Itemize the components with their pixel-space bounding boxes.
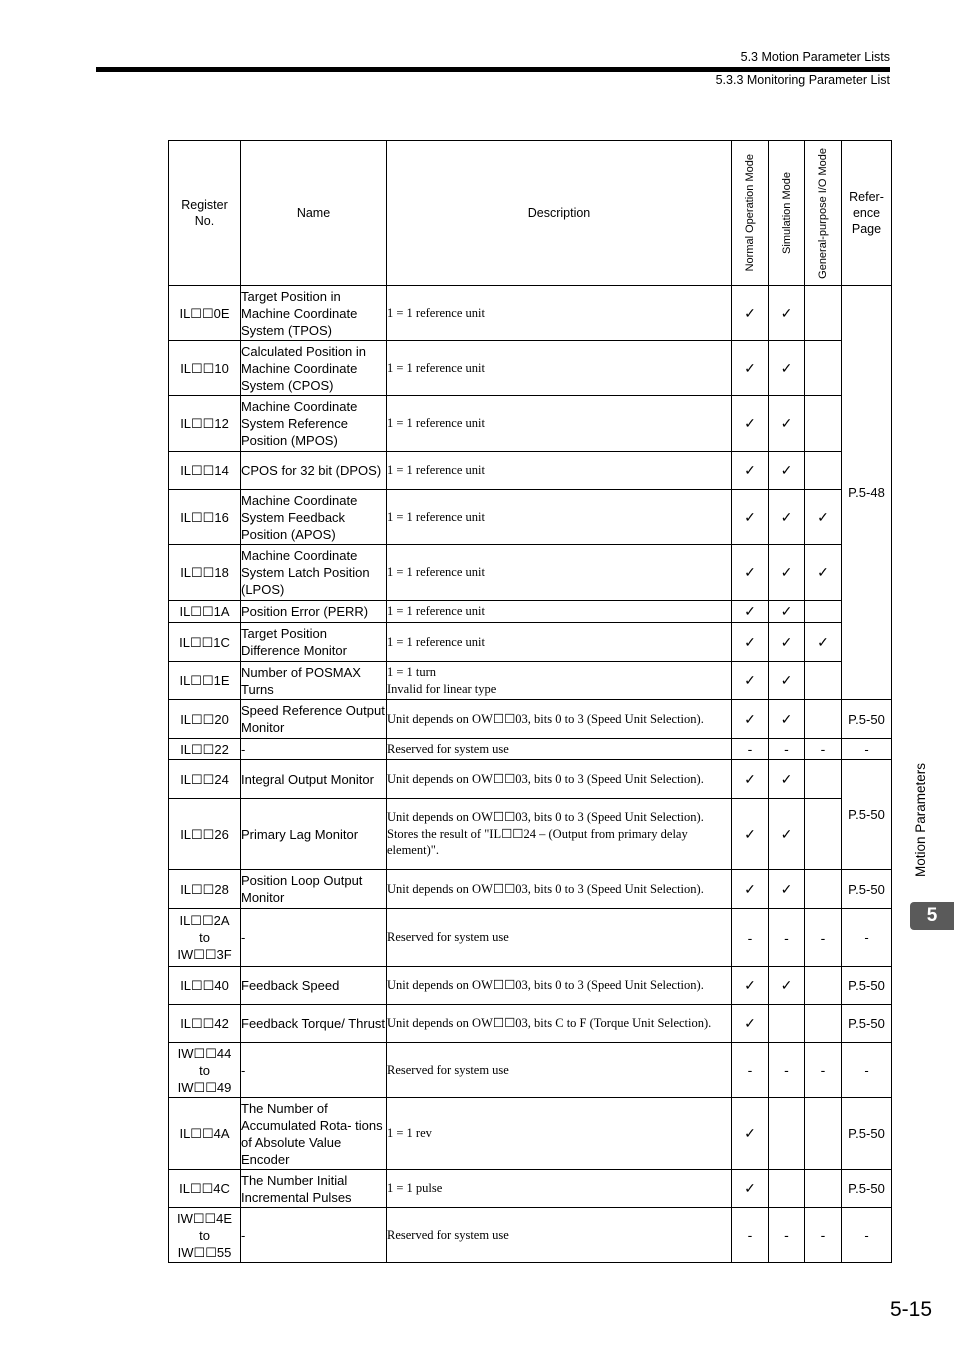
simulation-mode-cell: ✓ <box>769 396 805 452</box>
reference-page-cell: P.5-50 <box>842 1005 892 1043</box>
simulation-mode-cell: ✓ <box>769 799 805 870</box>
simulation-mode-cell: - <box>769 1208 805 1263</box>
register-no-cell: IL☐☐1C <box>169 623 241 662</box>
register-no-cell: IL☐☐24 <box>169 760 241 799</box>
name-cell: Primary Lag Monitor <box>241 799 387 870</box>
simulation-mode-cell: ✓ <box>769 662 805 700</box>
simulation-mode-cell: ✓ <box>769 870 805 909</box>
name-cell: Number of POSMAX Turns <box>241 662 387 700</box>
description-cell: 1 = 1 reference unit <box>387 452 732 490</box>
gpio-mode-cell <box>805 870 842 909</box>
normal-mode-cell: - <box>732 739 769 760</box>
reference-page-cell: P.5-50 <box>842 1170 892 1208</box>
normal-mode-cell: ✓ <box>732 1170 769 1208</box>
gpio-mode-cell: - <box>805 1043 842 1098</box>
normal-mode-cell: ✓ <box>732 286 769 341</box>
description-cell: 1 = 1 pulse <box>387 1170 732 1208</box>
table-row <box>169 452 892 490</box>
normal-mode-cell: ✓ <box>732 545 769 601</box>
normal-mode-cell: - <box>732 1043 769 1098</box>
table-row <box>169 1043 892 1098</box>
simulation-mode-cell <box>769 1170 805 1208</box>
col-header-simulation-mode: Simulation Mode <box>769 141 805 286</box>
reference-page-cell: P.5-50 <box>842 1098 892 1170</box>
col-header-reference-page: Refer- ence Page <box>842 141 892 286</box>
normal-mode-cell: ✓ <box>732 452 769 490</box>
name-cell: The Number of Accumulated Rota- tions of Absolute Value Encoder <box>241 1098 387 1170</box>
register-no-cell: IL☐☐12 <box>169 396 241 452</box>
table-row <box>169 490 892 545</box>
simulation-mode-cell: ✓ <box>769 700 805 739</box>
register-no-cell: IL☐☐0E <box>169 286 241 341</box>
name-cell: Target Position Difference Monitor <box>241 623 387 662</box>
table-row <box>169 1170 892 1208</box>
table-row <box>169 967 892 1005</box>
normal-mode-cell: ✓ <box>732 341 769 396</box>
description-cell: 1 = 1 reference unit <box>387 601 732 623</box>
gpio-mode-cell <box>805 799 842 870</box>
simulation-mode-cell: ✓ <box>769 286 805 341</box>
col-header-register: Register No. <box>169 141 241 286</box>
table-row <box>169 341 892 396</box>
name-cell: Machine Coordinate System Feedback Position (APOS) <box>241 490 387 545</box>
gpio-mode-cell: ✓ <box>805 490 842 545</box>
register-no-cell: IL☐☐2A to IW☐☐3F <box>169 909 241 967</box>
name-cell: Machine Coordinate System Reference Position (MPOS) <box>241 396 387 452</box>
register-no-cell: IL☐☐26 <box>169 799 241 870</box>
col-header-normal-mode: Normal Operation Mode <box>732 141 769 286</box>
description-cell: 1 = 1 rev <box>387 1098 732 1170</box>
gpio-mode-cell <box>805 1170 842 1208</box>
description-cell: Unit depends on OW☐☐03, bits C to F (Torque Unit Selection). <box>387 1005 732 1043</box>
gpio-mode-cell <box>805 760 842 799</box>
normal-mode-cell: ✓ <box>732 623 769 662</box>
table-row <box>169 739 892 760</box>
description-cell: Unit depends on OW☐☐03, bits 0 to 3 (Speed Unit Selection). <box>387 967 732 1005</box>
normal-mode-cell: - <box>732 909 769 967</box>
gpio-mode-cell <box>805 1005 842 1043</box>
name-cell: Feedback Torque/ Thrust <box>241 1005 387 1043</box>
page-number: 5-15 <box>889 1298 932 1321</box>
normal-mode-cell: ✓ <box>732 662 769 700</box>
description-cell: 1 = 1 reference unit <box>387 341 732 396</box>
name-cell: Integral Output Monitor <box>241 760 387 799</box>
gpio-mode-cell <box>805 700 842 739</box>
register-no-cell: IL☐☐1E <box>169 662 241 700</box>
table-row <box>169 623 892 662</box>
description-cell: 1 = 1 reference unit <box>387 396 732 452</box>
description-cell: Reserved for system use <box>387 909 732 967</box>
normal-mode-cell: ✓ <box>732 1098 769 1170</box>
simulation-mode-cell: - <box>769 1043 805 1098</box>
gpio-mode-cell <box>805 967 842 1005</box>
register-no-cell: IL☐☐42 <box>169 1005 241 1043</box>
gpio-mode-cell: ✓ <box>805 623 842 662</box>
normal-mode-cell: - <box>732 1208 769 1263</box>
register-no-cell: IW☐☐44 to IW☐☐49 <box>169 1043 241 1098</box>
simulation-mode-cell: - <box>769 909 805 967</box>
table-row <box>169 760 892 799</box>
normal-mode-cell: ✓ <box>732 799 769 870</box>
register-no-cell: IL☐☐16 <box>169 490 241 545</box>
name-cell: - <box>241 1043 387 1098</box>
normal-mode-cell: ✓ <box>732 760 769 799</box>
simulation-mode-cell: ✓ <box>769 490 805 545</box>
gpio-mode-cell: - <box>805 909 842 967</box>
description-cell: Reserved for system use <box>387 1043 732 1098</box>
description-cell: Unit depends on OW☐☐03, bits 0 to 3 (Speed Unit Selection). Stores the result of "IL☐☐24 – (Output from primary delay element)". <box>387 799 732 870</box>
col-header-gpio-mode: General-purpose I/O Mode <box>805 141 842 286</box>
description-cell: 1 = 1 reference unit <box>387 286 732 341</box>
table-row <box>169 1005 892 1043</box>
table-row <box>169 700 892 739</box>
col-header-name: Name <box>241 141 387 286</box>
section-header: 5.3 Motion Parameter Lists <box>740 50 890 64</box>
register-no-cell: IL☐☐22 <box>169 739 241 760</box>
simulation-mode-cell: ✓ <box>769 341 805 396</box>
description-cell: 1 = 1 reference unit <box>387 490 732 545</box>
chapter-tab: 5 <box>910 902 954 930</box>
simulation-mode-cell: ✓ <box>769 760 805 799</box>
reference-page-cell: P.5-50 <box>842 760 892 870</box>
table-row <box>169 601 892 623</box>
table-row <box>169 662 892 700</box>
description-cell: Unit depends on OW☐☐03, bits 0 to 3 (Speed Unit Selection). <box>387 870 732 909</box>
table-row <box>169 396 892 452</box>
normal-mode-cell: ✓ <box>732 490 769 545</box>
monitoring-parameter-table <box>168 140 892 1263</box>
reference-page-cell: P.5-50 <box>842 870 892 909</box>
register-no-cell: IL☐☐4A <box>169 1098 241 1170</box>
name-cell: Position Loop Output Monitor <box>241 870 387 909</box>
normal-mode-cell: ✓ <box>732 396 769 452</box>
description-cell: 1 = 1 reference unit <box>387 623 732 662</box>
gpio-mode-cell <box>805 341 842 396</box>
register-no-cell: IL☐☐40 <box>169 967 241 1005</box>
table-row <box>169 799 892 870</box>
register-no-cell: IL☐☐1A <box>169 601 241 623</box>
name-cell: Target Position in Machine Coordinate System (TPOS) <box>241 286 387 341</box>
table-row <box>169 870 892 909</box>
table-row <box>169 1208 892 1263</box>
reference-page-cell: - <box>842 1043 892 1098</box>
name-cell: - <box>241 909 387 967</box>
gpio-mode-cell <box>805 396 842 452</box>
name-cell: - <box>241 1208 387 1263</box>
gpio-mode-cell: ✓ <box>805 545 842 601</box>
col-header-description: Description <box>387 141 732 286</box>
subsection-header: 5.3.3 Monitoring Parameter List <box>715 73 890 87</box>
description-cell: Unit depends on OW☐☐03, bits 0 to 3 (Speed Unit Selection). <box>387 760 732 799</box>
simulation-mode-cell <box>769 1005 805 1043</box>
name-cell: Position Error (PERR) <box>241 601 387 623</box>
description-cell: Unit depends on OW☐☐03, bits 0 to 3 (Speed Unit Selection). <box>387 700 732 739</box>
description-cell: Reserved for system use <box>387 1208 732 1263</box>
name-cell: Feedback Speed <box>241 967 387 1005</box>
gpio-mode-cell <box>805 662 842 700</box>
gpio-mode-cell <box>805 1098 842 1170</box>
header-rule <box>96 67 890 72</box>
name-cell: CPOS for 32 bit (DPOS) <box>241 452 387 490</box>
register-no-cell: IL☐☐4C <box>169 1170 241 1208</box>
register-no-cell: IL☐☐20 <box>169 700 241 739</box>
simulation-mode-cell: ✓ <box>769 452 805 490</box>
chapter-side-title: Motion Parameters <box>912 762 928 878</box>
gpio-mode-cell: - <box>805 739 842 760</box>
description-cell: 1 = 1 turn Invalid for linear type <box>387 662 732 700</box>
reference-page-cell: P.5-48 <box>842 286 892 700</box>
register-no-cell: IL☐☐14 <box>169 452 241 490</box>
name-cell: Calculated Position in Machine Coordinate System (CPOS) <box>241 341 387 396</box>
description-cell: 1 = 1 reference unit <box>387 545 732 601</box>
simulation-mode-cell: ✓ <box>769 967 805 1005</box>
normal-mode-cell: ✓ <box>732 700 769 739</box>
normal-mode-cell: ✓ <box>732 870 769 909</box>
register-no-cell: IL☐☐10 <box>169 341 241 396</box>
simulation-mode-cell: ✓ <box>769 601 805 623</box>
simulation-mode-cell: ✓ <box>769 623 805 662</box>
reference-page-cell: P.5-50 <box>842 700 892 739</box>
name-cell: Machine Coordinate System Latch Position (LPOS) <box>241 545 387 601</box>
reference-page-cell: - <box>842 909 892 967</box>
simulation-mode-cell <box>769 1098 805 1170</box>
gpio-mode-cell <box>805 452 842 490</box>
table-row <box>169 909 892 967</box>
gpio-mode-cell: - <box>805 1208 842 1263</box>
table-row <box>169 545 892 601</box>
name-cell: Speed Reference Output Monitor <box>241 700 387 739</box>
name-cell: The Number Initial Incremental Pulses <box>241 1170 387 1208</box>
simulation-mode-cell: - <box>769 739 805 760</box>
register-no-cell: IW☐☐4E to IW☐☐55 <box>169 1208 241 1263</box>
name-cell: - <box>241 739 387 760</box>
register-no-cell: IL☐☐18 <box>169 545 241 601</box>
reference-page-cell: - <box>842 739 892 760</box>
normal-mode-cell: ✓ <box>732 601 769 623</box>
reference-page-cell: - <box>842 1208 892 1263</box>
table-row <box>169 286 892 341</box>
reference-page-cell: P.5-50 <box>842 967 892 1005</box>
normal-mode-cell: ✓ <box>732 967 769 1005</box>
gpio-mode-cell <box>805 286 842 341</box>
register-no-cell: IL☐☐28 <box>169 870 241 909</box>
description-cell: Reserved for system use <box>387 739 732 760</box>
simulation-mode-cell: ✓ <box>769 545 805 601</box>
table-row <box>169 1098 892 1170</box>
normal-mode-cell: ✓ <box>732 1005 769 1043</box>
gpio-mode-cell <box>805 601 842 623</box>
